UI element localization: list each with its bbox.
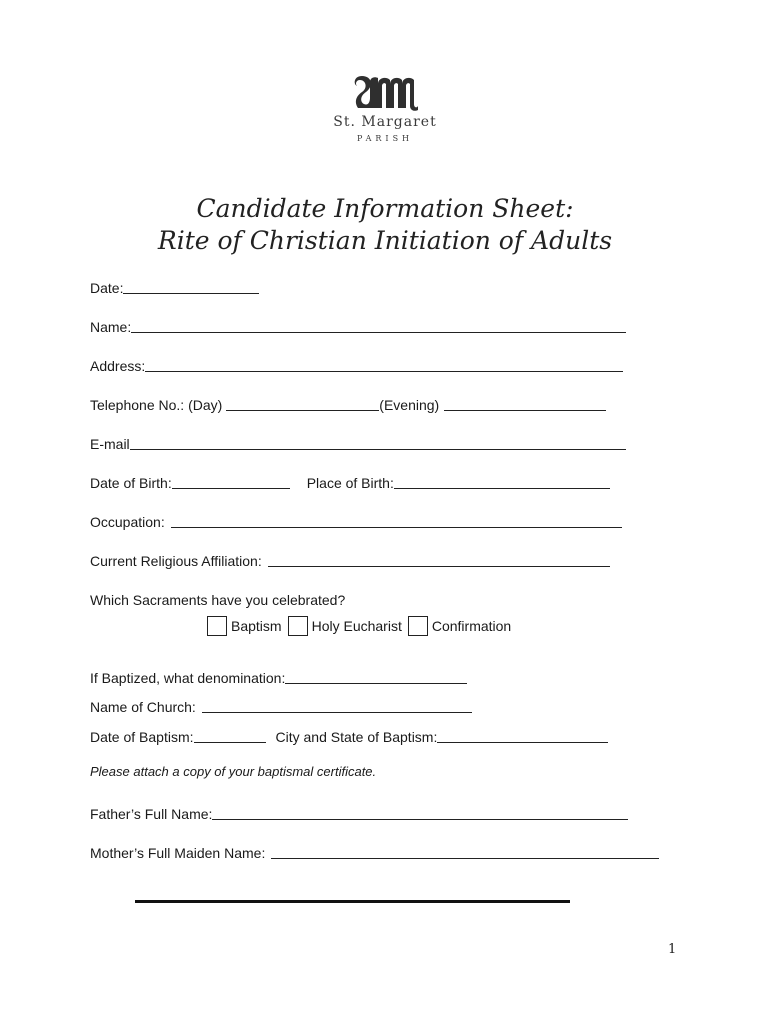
telephone-evening-label: (Evening): [379, 397, 440, 413]
dob-label: Date of Birth:: [90, 475, 172, 491]
church-field[interactable]: [202, 696, 472, 713]
document-title-line2: Rite of Christian Initiation of Adults: [157, 226, 613, 255]
email-label: E-mail: [90, 436, 130, 452]
religious-affiliation-label: Current Religious Affiliation:: [90, 553, 262, 569]
confirmation-checkbox[interactable]: [408, 616, 428, 636]
telephone-day-field[interactable]: [226, 394, 379, 411]
telephone-row: [90, 391, 606, 413]
email-field[interactable]: [130, 433, 626, 450]
signature-line[interactable]: [135, 900, 570, 903]
sacraments-question-row: [90, 586, 345, 608]
father-field[interactable]: [212, 803, 628, 820]
religious-affiliation-field[interactable]: [268, 550, 610, 567]
holy-eucharist-label: Holy Eucharist: [311, 618, 402, 634]
baptism-city-label: City and State of Baptism:: [275, 729, 438, 745]
denomination-row: [90, 664, 467, 686]
logo-parish-name: St. Margaret: [333, 114, 437, 130]
address-field[interactable]: [145, 355, 623, 372]
mother-row: [90, 839, 659, 861]
occupation-row: [90, 508, 622, 530]
confirmation-label: Confirmation: [431, 618, 512, 634]
father-row: [90, 800, 628, 822]
document-title-line1: Candidate Information Sheet:: [196, 194, 574, 223]
sacrament-option-eucharist[interactable]: [288, 616, 402, 636]
baptism-date-label: Date of Baptism:: [90, 729, 194, 745]
religious-affiliation-row: [90, 547, 610, 569]
st-margaret-monogram-icon: [350, 72, 420, 112]
father-label: Father’s Full Name:: [90, 806, 213, 822]
sacraments-options: [207, 614, 517, 638]
email-row: [90, 430, 626, 452]
baptism-date-field[interactable]: [194, 726, 266, 743]
mother-field[interactable]: [271, 842, 659, 859]
name-row: [90, 313, 626, 335]
mother-label: Mother’s Full Maiden Name:: [90, 845, 266, 861]
pob-field[interactable]: [394, 472, 610, 489]
church-row: [90, 693, 472, 715]
sacrament-option-baptism[interactable]: [207, 616, 282, 636]
denomination-field[interactable]: [285, 667, 467, 684]
date-row: [90, 274, 259, 296]
baptismal-certificate-note: Please attach a copy of your baptismal certificate.: [90, 764, 377, 779]
denomination-label: If Baptized, what denomination:: [90, 670, 286, 686]
baptism-row: [90, 723, 608, 745]
pob-label: Place of Birth:: [306, 475, 394, 491]
baptism-city-field[interactable]: [437, 726, 608, 743]
baptism-label: Baptism: [231, 618, 282, 634]
parish-logo: [320, 72, 450, 143]
address-label: Address:: [90, 358, 146, 374]
birth-row: [90, 469, 610, 491]
date-field[interactable]: [123, 277, 259, 294]
occupation-field[interactable]: [171, 511, 622, 528]
sacrament-option-confirmation[interactable]: [408, 616, 511, 636]
sacraments-question-label: Which Sacraments have you celebrated?: [90, 592, 346, 608]
baptism-checkbox[interactable]: [207, 616, 227, 636]
name-field[interactable]: [131, 316, 626, 333]
page-number: 1: [668, 942, 677, 957]
occupation-label: Occupation:: [90, 514, 165, 530]
date-label: Date:: [90, 280, 124, 296]
holy-eucharist-checkbox[interactable]: [288, 616, 308, 636]
church-label: Name of Church:: [90, 699, 196, 715]
name-label: Name:: [90, 319, 132, 335]
address-row: [90, 352, 623, 374]
telephone-evening-field[interactable]: [444, 394, 606, 411]
telephone-day-label: Telephone No.: (Day): [90, 397, 223, 413]
logo-parish-subtitle: PARISH: [356, 134, 414, 143]
dob-field[interactable]: [172, 472, 290, 489]
